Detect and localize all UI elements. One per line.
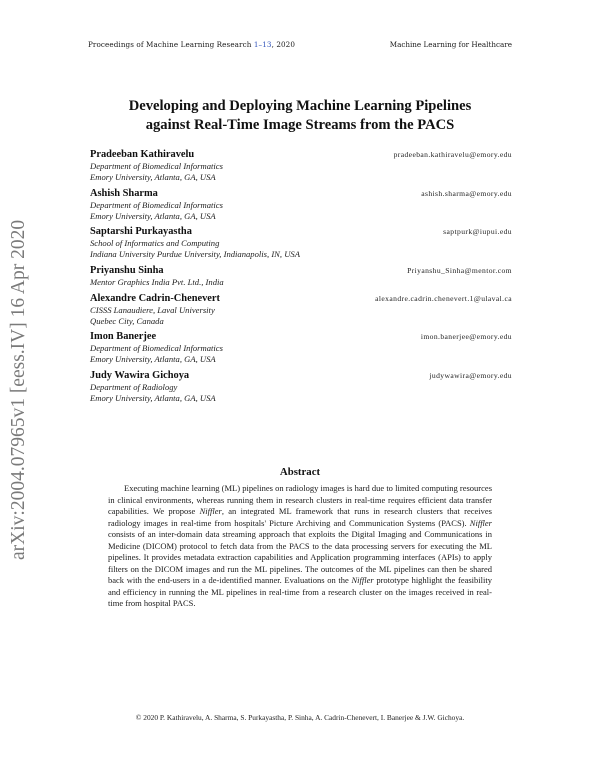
copyright-footer: © 2020 P. Kathiravelu, A. Sharma, S. Purkayastha, P. Sinha, A. Cadrin-Chenevert, I. Banerjee & J.W. Gichoya.: [135, 713, 465, 722]
header-proceedings-text: Proceedings of Machine Learning Research: [88, 40, 254, 49]
author-block: [90, 292, 512, 330]
author-name: Alexandre Cadrin-Chenevert: [90, 293, 220, 304]
author-email[interactable]: imon.banerjee@emory.edu: [420, 332, 512, 341]
author-affiliation-dept: Department of Radiology: [90, 382, 178, 392]
header-year-text: , 2020: [271, 40, 296, 49]
arxiv-identifier-stamp: arXiv:2004.07965v1 [eess.IV] 16 Apr 2020: [8, 219, 29, 560]
author-name: Saptarshi Purkayastha: [90, 226, 192, 237]
author-block: [90, 225, 512, 264]
abstract-segment: Executing machine learning (ML) pipelines on radiology images is hard due to limited computing resources in clinical environments, whereas running them in research clusters in real-time requires efficient data transfer capabilities. We propose: [108, 483, 492, 517]
author-block: [90, 148, 512, 187]
author-affiliation-inst: Quebec City, Canada: [90, 316, 164, 326]
author-name: Judy Wawira Gichoya: [90, 370, 190, 381]
author-affiliation-inst: Emory University, Atlanta, GA, USA: [90, 211, 216, 221]
abstract-text: [108, 483, 492, 610]
author-affiliation-dept: Department of Biomedical Informatics: [90, 343, 223, 353]
title-line-1: Developing and Deploying Machine Learning Pipelines: [128, 98, 472, 114]
author-affiliation-dept: School of Informatics and Computing: [90, 238, 220, 248]
abstract-segment: prototype highlight the feasibility and efficiency in running the ML pipelines in real-time from a research cluster on the images received in real-time from hospital PACS.: [108, 575, 492, 609]
author-email[interactable]: Priyanshu_Sinha@mentor.com: [407, 266, 512, 275]
author-block: [90, 187, 512, 225]
header-pages-link[interactable]: 1–13: [253, 40, 272, 49]
author-list: [90, 148, 512, 407]
author-email[interactable]: saptpurk@iupui.edu: [443, 227, 512, 236]
author-email[interactable]: ashish.sharma@emory.edu: [421, 189, 512, 198]
running-header-left: [88, 40, 295, 49]
author-email[interactable]: pradeeban.kathiravelu@emory.edu: [393, 150, 512, 159]
author-affiliation-inst: Indiana University Purdue University, Indianapolis, IN, USA: [90, 249, 300, 259]
author-affiliation-dept: Department of Biomedical Informatics: [90, 200, 223, 210]
abstract-emphasis: Niffler: [351, 575, 374, 586]
author-name: Ashish Sharma: [90, 188, 158, 199]
abstract-segment: , an integrated ML framework that runs in research clusters that receives radiology images in real-time from hospitals' Picture Archiving and Communication Systems (PACS).: [108, 506, 492, 528]
author-affiliation-inst: Emory University, Atlanta, GA, USA: [90, 172, 216, 182]
author-affiliation-dept: CISSS Lanaudiere, Laval University: [90, 305, 215, 315]
author-name: Pradeeban Kathiravelu: [90, 149, 195, 160]
abstract-segment: consists of an inter-domain data streaming approach that exploits the Digital Imaging and Communications in Medicine (DICOM) protocol to fetch data from the PACS to the data processing servers for executing the ML pipelines. It provides metadata extraction capabilities and Application programming interfaces (APIs) to apply filters on the DICOM images and run the ML pipelines. The outcomes of the ML pipelines can then be shared back with the end-users in a de-identified manner. Evaluations on the: [108, 529, 492, 586]
author-affiliation-inst: Emory University, Atlanta, GA, USA: [90, 393, 216, 403]
author-affiliation-inst: Emory University, Atlanta, GA, USA: [90, 354, 216, 364]
author-email[interactable]: judywawira@emory.edu: [429, 371, 512, 380]
author-email[interactable]: alexandre.cadrin.chenevert.1@ulaval.ca: [375, 294, 512, 303]
abstract-heading: Abstract: [279, 466, 321, 478]
author-block: [90, 330, 512, 369]
abstract-emphasis: Niffler: [199, 506, 222, 517]
title-line-2: against Real-Time Image Streams from the PACS: [145, 117, 455, 133]
paper-title: [88, 97, 512, 135]
author-block: [90, 369, 512, 407]
running-header-right: Machine Learning for Healthcare: [389, 40, 512, 49]
abstract-emphasis: Niffler: [469, 517, 492, 528]
author-name: Priyanshu Sinha: [90, 265, 164, 276]
author-affiliation-dept: Department of Biomedical Informatics: [90, 161, 223, 171]
author-block: [90, 264, 512, 292]
author-name: Imon Banerjee: [90, 331, 157, 342]
author-affiliation-inst: Mentor Graphics India Pvt. Ltd., India: [90, 277, 224, 287]
